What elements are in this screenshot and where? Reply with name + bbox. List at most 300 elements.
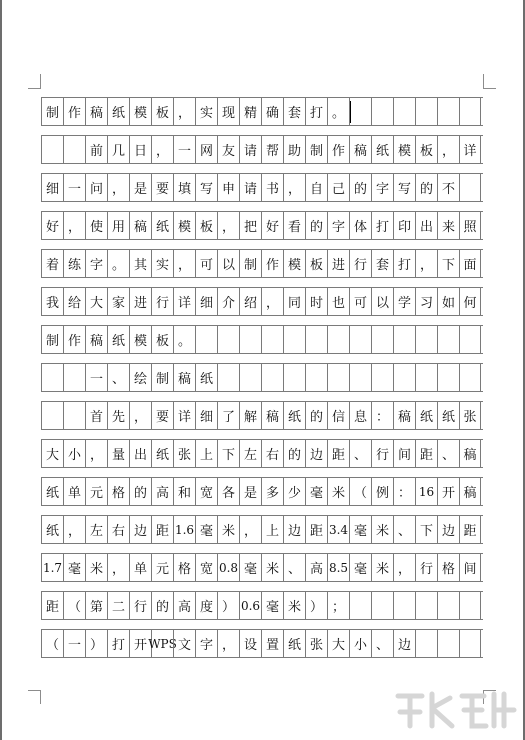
- window-left-edge: [0, 0, 2, 740]
- grid-cell: ，: [107, 174, 129, 201]
- grid-cell: [327, 364, 349, 391]
- grid-cell: 前: [85, 136, 107, 163]
- grid-row: [41, 515, 483, 544]
- grid-cell: 格: [437, 554, 459, 581]
- grid-cell: ，: [217, 212, 239, 239]
- grid-cell: 宽: [195, 478, 217, 505]
- grid-cell: 置: [261, 630, 283, 657]
- grid-cell: 制: [41, 98, 63, 125]
- grid-cell: 小: [349, 630, 371, 657]
- grid-cell: 精: [239, 98, 261, 125]
- grid-cell: ，: [261, 288, 283, 315]
- grid-cell: 同: [283, 288, 305, 315]
- grid-cell: [437, 630, 459, 657]
- grid-cell: 详: [173, 288, 195, 315]
- grid-cell: ，: [415, 250, 437, 277]
- grid-cell: 右: [107, 516, 129, 543]
- grid-cell: 印: [393, 212, 415, 239]
- grid-cell: 我: [41, 288, 63, 315]
- grid-cell: 自: [305, 174, 327, 201]
- grid-cell: ：: [393, 478, 415, 505]
- grid-cell: 练: [63, 250, 85, 277]
- grid-cell: [393, 98, 415, 125]
- grid-cell: 打: [305, 98, 327, 125]
- grid-cell: 开: [129, 630, 151, 657]
- grid-cell: 左: [85, 516, 107, 543]
- grid-cell: 好: [261, 212, 283, 239]
- grid-cell: 写: [195, 174, 217, 201]
- grid-cell: 右: [261, 440, 283, 467]
- grid-cell: 模: [129, 326, 151, 353]
- grid-cell: [217, 364, 239, 391]
- grid-cell: ，: [107, 554, 129, 581]
- grid-cell: 上: [195, 440, 217, 467]
- grid-cell: 的: [349, 174, 371, 201]
- grid-cell: 打: [393, 250, 415, 277]
- grid-cell: 度: [195, 592, 217, 619]
- grid-cell: 、: [437, 440, 459, 467]
- grid-cell: [437, 364, 459, 391]
- grid-cell: 例: [371, 478, 393, 505]
- grid-cell: 的: [283, 440, 305, 467]
- grid-cell: 行: [415, 554, 437, 581]
- grid-cell: [371, 364, 393, 391]
- grid-cell: 请: [239, 174, 261, 201]
- grid-cell: 不: [437, 174, 459, 201]
- grid-cell: 要: [151, 174, 173, 201]
- grid-cell: 解: [239, 402, 261, 429]
- corner-mark-bottom-left: [40, 690, 41, 704]
- grid-cell: 元: [85, 478, 107, 505]
- grid-cell: 要: [151, 402, 173, 429]
- grid-cell: [459, 98, 481, 125]
- grid-row: [41, 97, 483, 126]
- grid-cell: 模: [393, 136, 415, 163]
- grid-cell: 确: [261, 98, 283, 125]
- grid-cell: 纸: [437, 402, 459, 429]
- grid-cell: 制: [239, 250, 261, 277]
- grid-cell: 、: [393, 516, 415, 543]
- grid-cell: 格: [173, 554, 195, 581]
- grid-cell: 纸: [283, 402, 305, 429]
- grid-cell: 16: [415, 478, 437, 505]
- grid-cell: 网: [195, 136, 217, 163]
- grid-cell: [393, 592, 415, 619]
- grid-cell: （: [349, 478, 371, 505]
- grid-cell: [459, 592, 481, 619]
- grid-cell: 8.5: [327, 554, 349, 581]
- grid-cell: 的: [129, 478, 151, 505]
- grid-row: [41, 325, 483, 354]
- grid-cell: 行: [371, 440, 393, 467]
- grid-cell: 模: [129, 98, 151, 125]
- grid-cell: 、: [349, 440, 371, 467]
- grid-cell: 板: [305, 250, 327, 277]
- grid-cell: [393, 364, 415, 391]
- grid-cell: ，: [393, 554, 415, 581]
- grid-cell: ，: [283, 174, 305, 201]
- grid-cell: 张: [305, 630, 327, 657]
- grid-cell: 二: [107, 592, 129, 619]
- grid-cell: 多: [261, 478, 283, 505]
- grid-cell: 实: [151, 250, 173, 277]
- grid-cell: 纸: [371, 136, 393, 163]
- grid-cell: [261, 326, 283, 353]
- grid-cell: 纸: [151, 212, 173, 239]
- grid-cell: 毫: [261, 592, 283, 619]
- grid-cell: [459, 630, 481, 657]
- grid-cell: 左: [239, 440, 261, 467]
- grid-cell: 助: [283, 136, 305, 163]
- grid-cell: 纸: [283, 630, 305, 657]
- grid-cell: 大: [41, 440, 63, 467]
- grid-cell: [349, 592, 371, 619]
- grid-cell: [437, 98, 459, 125]
- grid-cell: 设: [239, 630, 261, 657]
- grid-cell: 高: [151, 478, 173, 505]
- grid-cell: 息: [349, 402, 371, 429]
- grid-cell: 信: [327, 402, 349, 429]
- grid-cell: 高: [173, 592, 195, 619]
- corner-mark-top-left: [40, 74, 41, 88]
- grid-cell: 绍: [239, 288, 261, 315]
- grid-cell: 距: [41, 592, 63, 619]
- grid-cell: 细: [195, 402, 217, 429]
- grid-cell: 日: [129, 136, 151, 163]
- grid-row: [41, 477, 483, 506]
- grid-cell: 书: [261, 174, 283, 201]
- grid-cell: 进: [129, 288, 151, 315]
- grid-cell: ，: [217, 630, 239, 657]
- corner-mark-top-right: [483, 88, 496, 89]
- grid-cell: 米: [371, 554, 393, 581]
- grid-cell: 其: [129, 250, 151, 277]
- grid-row: [41, 287, 483, 316]
- grid-cell: 米: [371, 516, 393, 543]
- grid-cell: 己: [327, 174, 349, 201]
- grid-cell: 3.4: [327, 516, 349, 543]
- grid-cell: 现: [217, 98, 239, 125]
- grid-cell: 元: [151, 554, 173, 581]
- grid-cell: 格: [107, 478, 129, 505]
- grid-cell: 细: [41, 174, 63, 201]
- grid-cell: 写: [393, 174, 415, 201]
- grid-cell: 毫: [305, 478, 327, 505]
- grid-cell: 详: [459, 136, 481, 163]
- grid-cell: 稿: [173, 364, 195, 391]
- grid-cell: 先: [107, 402, 129, 429]
- grid-row: [41, 439, 483, 468]
- grid-cell: 张: [459, 402, 481, 429]
- grid-cell: 字: [85, 250, 107, 277]
- grid-cell: 纸: [41, 478, 63, 505]
- grid-cell: 着: [41, 250, 63, 277]
- grid-cell: 稿: [129, 212, 151, 239]
- grid-cell: 米: [327, 478, 349, 505]
- grid-cell: 毫: [349, 516, 371, 543]
- grid-cell: 边: [283, 516, 305, 543]
- grid-cell: 是: [129, 174, 151, 201]
- grid-cell: 距: [305, 516, 327, 543]
- grid-cell: 大: [85, 288, 107, 315]
- grid-cell: [437, 326, 459, 353]
- grid-cell: 请: [239, 136, 261, 163]
- grid-cell: 0.8: [217, 554, 239, 581]
- grid-cell: 来: [437, 212, 459, 239]
- grid-cell: 毫: [195, 516, 217, 543]
- grid-cell: 纸: [41, 516, 63, 543]
- grid-cell: 学: [393, 288, 415, 315]
- grid-cell: 绘: [129, 364, 151, 391]
- grid-cell: [437, 592, 459, 619]
- grid-cell: 大: [327, 630, 349, 657]
- grid-cell: 0.6: [239, 592, 261, 619]
- grid-cell: 稿: [349, 136, 371, 163]
- grid-cell: ）: [85, 630, 107, 657]
- grid-cell: 单: [129, 554, 151, 581]
- grid-cell: 距: [151, 516, 173, 543]
- grid-cell: 间: [393, 440, 415, 467]
- grid-cell: ，: [85, 440, 107, 467]
- grid-cell: 可: [349, 288, 371, 315]
- grid-cell: 是: [239, 478, 261, 505]
- grid-cell: 行: [129, 592, 151, 619]
- grid-cell: 一: [63, 630, 85, 657]
- grid-cell: 一: [85, 364, 107, 391]
- corner-mark-top-right: [483, 74, 484, 88]
- grid-cell: 、: [371, 630, 393, 657]
- grid-row: [41, 553, 483, 582]
- grid-cell: 进: [327, 250, 349, 277]
- grid-cell: 少: [283, 478, 305, 505]
- grid-cell: ，: [129, 402, 151, 429]
- grid-row: [41, 591, 483, 620]
- grid-cell: 套: [371, 250, 393, 277]
- grid-cell: WPS: [151, 630, 173, 657]
- grid-cell: 何: [459, 288, 481, 315]
- grid-cell: [415, 364, 437, 391]
- grid-cell: 板: [151, 98, 173, 125]
- grid-cell: 给: [63, 288, 85, 315]
- grid-cell: ，: [173, 98, 195, 125]
- grid-cell: 以: [371, 288, 393, 315]
- grid-cell: 介: [217, 288, 239, 315]
- grid-cell: ，: [63, 212, 85, 239]
- grid-cell: （: [63, 592, 85, 619]
- grid-cell: 下: [217, 440, 239, 467]
- grid-cell: [217, 326, 239, 353]
- grid-cell: 字: [195, 630, 217, 657]
- grid-cell: 作: [63, 98, 85, 125]
- grid-cell: 使: [85, 212, 107, 239]
- grid-row: [41, 249, 483, 278]
- grid-cell: [63, 136, 85, 163]
- grid-cell: [371, 98, 393, 125]
- grid-cell: 一: [173, 136, 195, 163]
- grid-cell: 首: [85, 402, 107, 429]
- grid-cell: 稿: [459, 478, 481, 505]
- grid-cell: 的: [305, 212, 327, 239]
- grid-cell: 几: [107, 136, 129, 163]
- grid-cell: [261, 364, 283, 391]
- grid-cell: 制: [305, 136, 327, 163]
- grid-cell: 宽: [195, 554, 217, 581]
- grid-cell: 友: [217, 136, 239, 163]
- grid-cell: ）: [305, 592, 327, 619]
- grid-cell: [41, 402, 63, 429]
- site-logo: [392, 686, 520, 734]
- grid-cell: [239, 364, 261, 391]
- grid-cell: 稿: [459, 440, 481, 467]
- grid-cell: 打: [371, 212, 393, 239]
- grid-cell: 毫: [239, 554, 261, 581]
- grid-cell: 纸: [107, 326, 129, 353]
- grid-cell: 作: [261, 250, 283, 277]
- grid-cell: ，: [63, 516, 85, 543]
- grid-cell: [459, 364, 481, 391]
- grid-cell: 。: [173, 326, 195, 353]
- grid-cell: 帮: [261, 136, 283, 163]
- grid-cell: 小: [63, 440, 85, 467]
- grid-cell: 高: [305, 554, 327, 581]
- grid-cell: ，: [151, 136, 173, 163]
- grid-cell: 米: [261, 554, 283, 581]
- grid-cell: 制: [41, 326, 63, 353]
- grid-cell: [41, 136, 63, 163]
- grid-cell: 行: [349, 250, 371, 277]
- grid-cell: 量: [107, 440, 129, 467]
- grid-cell: 问: [85, 174, 107, 201]
- grid-cell: 套: [283, 98, 305, 125]
- grid-cell: 米: [85, 554, 107, 581]
- grid-cell: 字: [327, 212, 349, 239]
- grid-cell: [371, 326, 393, 353]
- grid-cell: [459, 174, 481, 201]
- grid-cell: 。: [107, 250, 129, 277]
- grid-cell: [349, 98, 371, 125]
- grid-cell: 各: [217, 478, 239, 505]
- grid-cell: 纸: [415, 402, 437, 429]
- grid-cell: [283, 326, 305, 353]
- grid-cell: 下: [437, 250, 459, 277]
- grid-cell: 和: [173, 478, 195, 505]
- grid-cell: [283, 364, 305, 391]
- grid-cell: 了: [217, 402, 239, 429]
- grid-cell: 一: [63, 174, 85, 201]
- grid-cell: 时: [305, 288, 327, 315]
- grid-cell: ，: [239, 516, 261, 543]
- grid-cell: 作: [327, 136, 349, 163]
- grid-cell: [349, 364, 371, 391]
- grid-cell: 出: [129, 440, 151, 467]
- grid-cell: 稿: [85, 326, 107, 353]
- grid-cell: 边: [305, 440, 327, 467]
- grid-cell: [415, 98, 437, 125]
- grid-cell: 作: [63, 326, 85, 353]
- grid-cell: 习: [415, 288, 437, 315]
- grid-cell: [327, 326, 349, 353]
- grid-cell: 把: [239, 212, 261, 239]
- grid-cell: 、: [283, 554, 305, 581]
- grid-cell: 用: [107, 212, 129, 239]
- grid-cell: [41, 364, 63, 391]
- grid-cell: 米: [217, 516, 239, 543]
- grid-cell: 1.6: [173, 516, 195, 543]
- grid-cell: 边: [393, 630, 415, 657]
- grid-cell: 距: [415, 440, 437, 467]
- grid-row: [41, 211, 483, 240]
- grid-cell: 毫: [349, 554, 371, 581]
- grid-cell: 开: [437, 478, 459, 505]
- grid-cell: 上: [261, 516, 283, 543]
- grid-cell: 面: [459, 250, 481, 277]
- grid-cell: ，: [173, 250, 195, 277]
- grid-cell: 家: [107, 288, 129, 315]
- grid-cell: [349, 326, 371, 353]
- grid-cell: 的: [151, 592, 173, 619]
- grid-cell: （: [41, 630, 63, 657]
- manuscript-grid[interactable]: [41, 97, 483, 677]
- grid-row: [41, 629, 483, 658]
- grid-cell: 好: [41, 212, 63, 239]
- grid-cell: 稿: [393, 402, 415, 429]
- grid-cell: 。: [327, 98, 349, 125]
- grid-cell: 稿: [261, 402, 283, 429]
- grid-cell: [415, 592, 437, 619]
- grid-cell: 距: [327, 440, 349, 467]
- grid-cell: 出: [415, 212, 437, 239]
- grid-cell: 看: [283, 212, 305, 239]
- grid-cell: 单: [63, 478, 85, 505]
- grid-row: [41, 401, 483, 430]
- grid-row: [41, 363, 483, 392]
- grid-cell: 边: [129, 516, 151, 543]
- grid-cell: 、: [107, 364, 129, 391]
- grid-cell: [459, 326, 481, 353]
- grid-cell: [239, 326, 261, 353]
- grid-cell: 也: [327, 288, 349, 315]
- grid-cell: [305, 326, 327, 353]
- grid-cell: ，: [437, 136, 459, 163]
- grid-cell: 的: [305, 402, 327, 429]
- grid-cell: ：: [371, 402, 393, 429]
- grid-cell: 纸: [195, 364, 217, 391]
- grid-cell: 模: [283, 250, 305, 277]
- grid-cell: 以: [217, 250, 239, 277]
- grid-cell: 板: [415, 136, 437, 163]
- text-cursor: [350, 101, 351, 123]
- grid-cell: 模: [173, 212, 195, 239]
- grid-cell: 距: [459, 516, 481, 543]
- grid-cell: 行: [151, 288, 173, 315]
- grid-cell: 张: [173, 440, 195, 467]
- grid-cell: [393, 326, 415, 353]
- grid-cell: 打: [107, 630, 129, 657]
- grid-cell: [195, 326, 217, 353]
- grid-cell: 如: [437, 288, 459, 315]
- grid-cell: 板: [195, 212, 217, 239]
- grid-cell: 纸: [151, 440, 173, 467]
- grid-cell: 填: [173, 174, 195, 201]
- grid-cell: ）: [217, 592, 239, 619]
- grid-cell: [305, 364, 327, 391]
- grid-cell: 照: [459, 212, 481, 239]
- grid-cell: [415, 326, 437, 353]
- grid-cell: 毫: [63, 554, 85, 581]
- grid-cell: 实: [195, 98, 217, 125]
- grid-cell: 第: [85, 592, 107, 619]
- corner-mark-top-left: [28, 88, 41, 89]
